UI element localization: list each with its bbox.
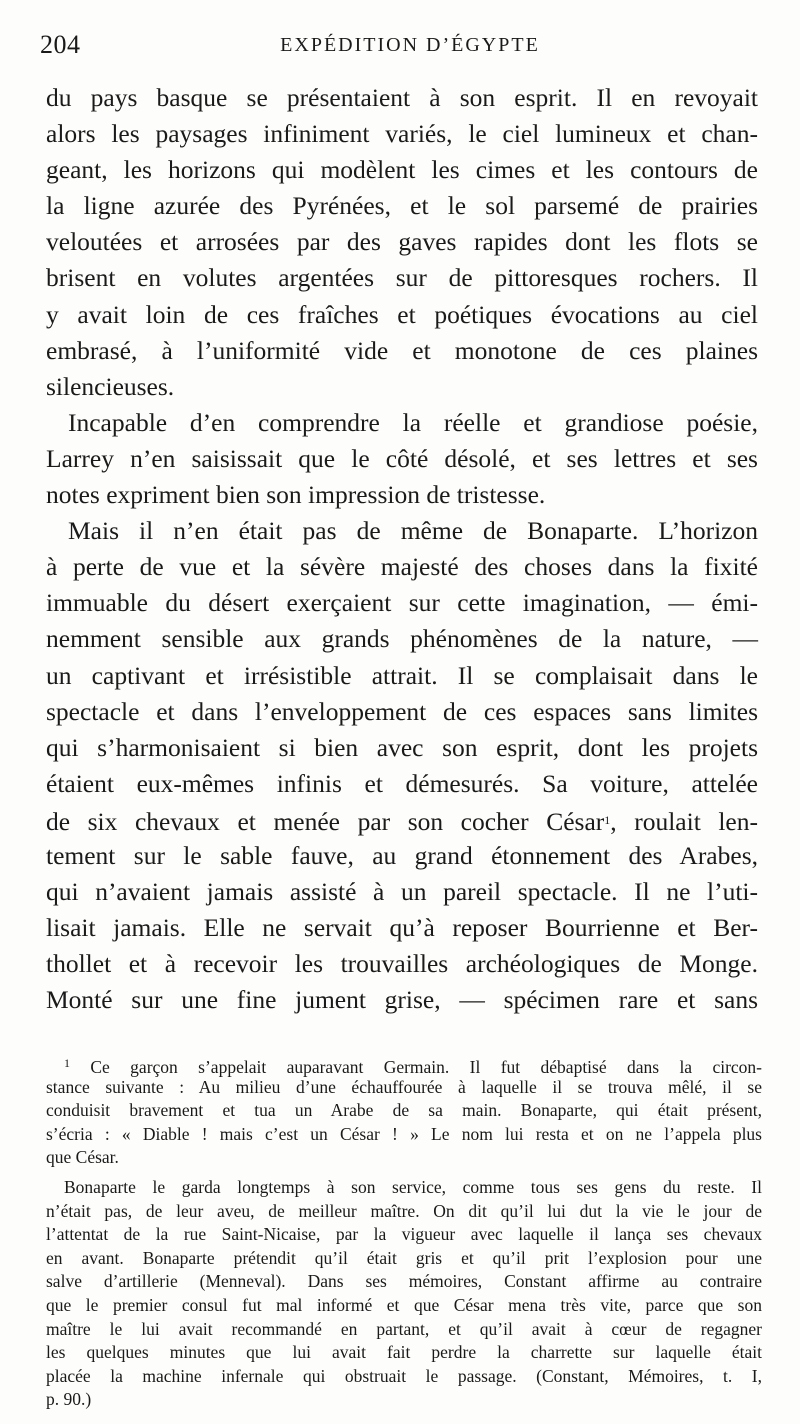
text-line: Monté sur une fine jument grise, — spécimen rare et sans [46,985,758,1015]
footnote-line: en avant. Bonaparte prétendit qu’il était gris et qu’il prit l’explosion pour une [46,1247,762,1268]
text-line: qui n’avaient jamais assisté à un pareil spectacle. Il ne l’uti- [46,877,758,907]
text-line: étaient eux-mêmes infinis et démesurés. Sa voiture, attelée [46,768,758,798]
page-number: 204 [40,30,81,59]
footnote-line: p. 90.) [46,1389,92,1410]
text-line: Incapable d’en comprendre la réelle et grandiose poésie, [68,407,758,437]
footnote-line: l’attentat de la rue Saint-Nicaise, par la vigueur avec laquelle il lança ses chevaux [46,1224,762,1245]
text-line: un captivant et irrésistible attrait. Il se complaisait dans le [46,660,758,690]
text-line: Larrey n’en saisissait que le côté désolé, et ses lettres et ses [46,443,758,473]
text-line: y avait loin de ces fraîches et poétiques évocations au ciel [46,299,758,329]
footnote-line: stance suivante : Au milieu d’une échauffourée à laquelle il se trouva mêlé, il se [46,1076,762,1097]
footnote-line: s’écria : « Diable ! mais c’est un César ! » Le nom lui resta et on ne l’appela plus [46,1123,762,1144]
text-fragment: , roulait len- [610,806,758,836]
text-line: brisent en volutes argentées sur de pittoresques rochers. Il [46,263,758,293]
text-fragment: de six chevaux et menée par son cocher César [46,806,605,836]
text-line: alors les paysages infiniment variés, le ciel lumineux et chan- [46,119,758,149]
text-line: lisait jamais. Elle ne servait qu’à reposer Bourrienne et Ber- [46,913,758,943]
footnote-line: conduisit bravement et tua un Arabe de sa main. Bonaparte, qui était présent, [46,1100,762,1121]
text-line: thollet et à recevoir les trouvailles archéologiques de Monge. [46,949,758,979]
text-line: à perte de vue et la sévère majesté des choses dans la fixité [46,552,758,582]
text-line: Mais il n’en était pas de même de Bonaparte. L’horizon [68,516,758,546]
main-text [46,80,758,1018]
footnote-line: Bonaparte le garda longtemps à son service, comme tous ses gens du reste. Il [64,1176,762,1197]
text-line-with-footnote-ref [46,802,758,838]
footnote-line: maître le lui avait recommandé en partant, et qu’il avait à cœur de regagner [46,1318,762,1339]
text-line: veloutées et arrosées par des gaves rapides dont les flots se [46,227,758,257]
footnotes [46,1052,762,1412]
footnote-line [46,1052,762,1076]
footnote-marker: 1 [64,1056,70,1070]
text-line: geant, les horizons qui modèlent les cimes et les contours de [46,155,758,185]
text-fragment: Ce garçon s’appelait auparavant Germain. Il fut débaptisé dans la circon- [90,1057,762,1077]
footnote-line: les quelques minutes que lui avait fait perdre la charrette sur laquelle était [46,1342,762,1363]
page-header [40,30,780,66]
text-line: qui s’harmonisaient si bien avec son esprit, dont les projets [46,732,758,762]
text-line: silencieuses. [46,371,175,401]
footnote-line: salve d’artillerie (Menneval). Dans ses mémoires, Constant affirme au contraire [46,1271,762,1292]
footnote-reference[interactable]: 1 [604,812,611,827]
text-line: embrasé, à l’uniformité vide et monotone de ces plaines [46,335,758,365]
text-line: spectacle et dans l’enveloppement de ces espaces sans limites [46,696,758,726]
footnote-line: placée la machine infernale qui obstruait le passage. (Constant, Mémoires, t. I, [46,1365,762,1386]
text-line: nemment sensible aux grands phénomènes de la nature, — [46,624,758,654]
footnote-line: que le premier consul fut mal informé et que César mena très vite, parce que son [46,1294,762,1315]
running-head: EXPÉDITION D’ÉGYPTE [280,34,540,56]
text-line: du pays basque se présentaient à son esprit. Il en revoyait [46,83,758,112]
text-line: immuable du désert exerçaient sur cette imagination, — émi- [46,588,758,618]
text-line: tement sur le sable fauve, au grand étonnement des Arabes, [46,840,758,870]
text-line: notes expriment bien son impression de tristesse. [46,480,546,510]
footnote-line: que César. [46,1147,119,1168]
footnote-line: n’était pas, de leur aveu, de meilleur maître. On dit qu’il lui dut la vie le jour de [46,1200,762,1221]
text-line: la ligne azurée des Pyrénées, et le sol parsemé de prairies [46,191,758,221]
